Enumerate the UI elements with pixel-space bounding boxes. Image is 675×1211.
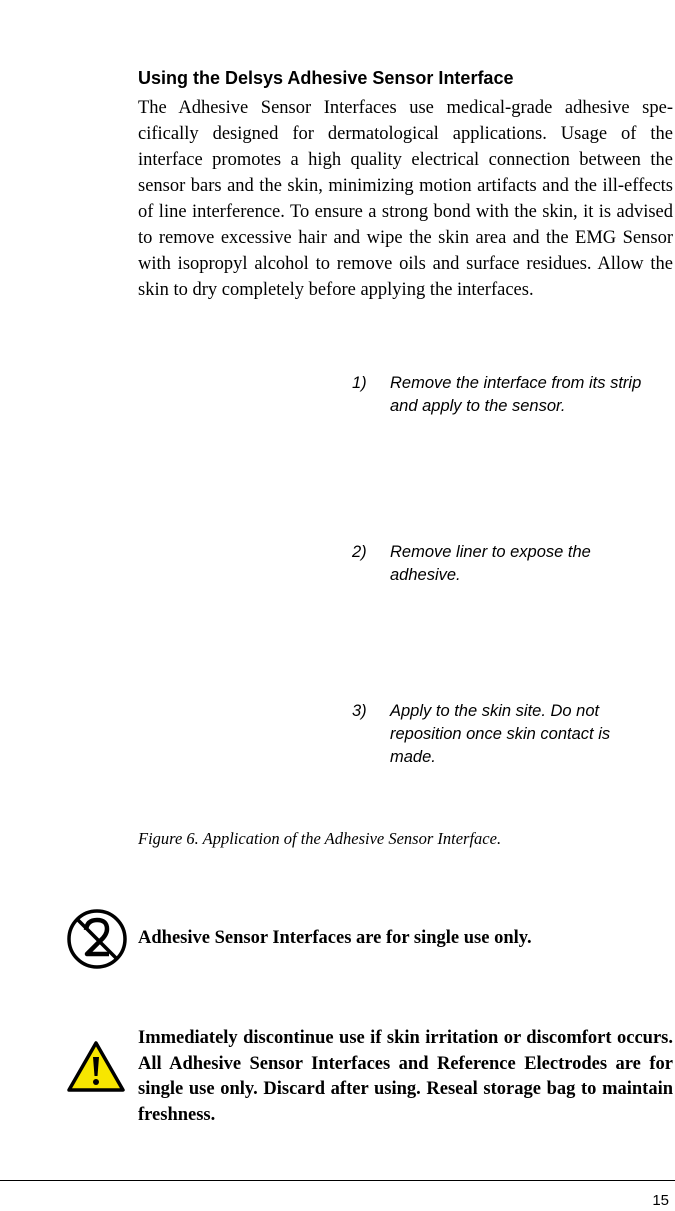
step-text: Apply to the skin site. Do not reposition once skin contact is made.	[390, 702, 611, 766]
warning-notice: Immediately discontinue use if skin irritation or discomfort occurs. All Adhesive Sensor Interfaces and Reference Electrodes are for single use only. Discard after using. Reseal storage bag to maintain freshness.	[138, 1028, 673, 1125]
step-text: Remove the interface from its strip and apply to the sensor.	[390, 374, 642, 415]
page-number: 15	[652, 1192, 669, 1209]
figure-caption: Figure 6. Application of the Adhesive Sensor Interface.	[138, 829, 502, 848]
single-use-notice: Adhesive Sensor Interfaces are for single use only.	[138, 928, 532, 948]
step-2	[352, 541, 652, 587]
step-number: 2)	[352, 543, 367, 561]
footer-divider	[0, 1180, 675, 1181]
step-number: 1)	[352, 374, 367, 392]
section-heading: Using the Delsys Adhesive Sensor Interface	[138, 68, 514, 88]
warning-triangle-icon	[66, 1040, 126, 1094]
step-number: 3)	[352, 702, 367, 720]
step-3	[352, 700, 652, 769]
step-text: Remove liner to expose the adhesive.	[390, 543, 591, 584]
step-1	[352, 372, 652, 418]
single-use-icon	[66, 908, 128, 970]
intro-paragraph: The Adhesive Sensor Interfaces use medical-grade adhesive spe-cifically designed for dermatological applications. Usage of the interface promotes a high quality electrical connection between the sensor bars and the skin, minimizing motion artifacts and the ill-effects of line interference. To ensure a strong bond with the skin, it is advised to remove excessive hair and wipe the skin area and the EMG Sensor with isopropyl alcohol to remove oils and surface residues. Allow the skin to dry completely before applying the interfaces.	[138, 98, 673, 300]
